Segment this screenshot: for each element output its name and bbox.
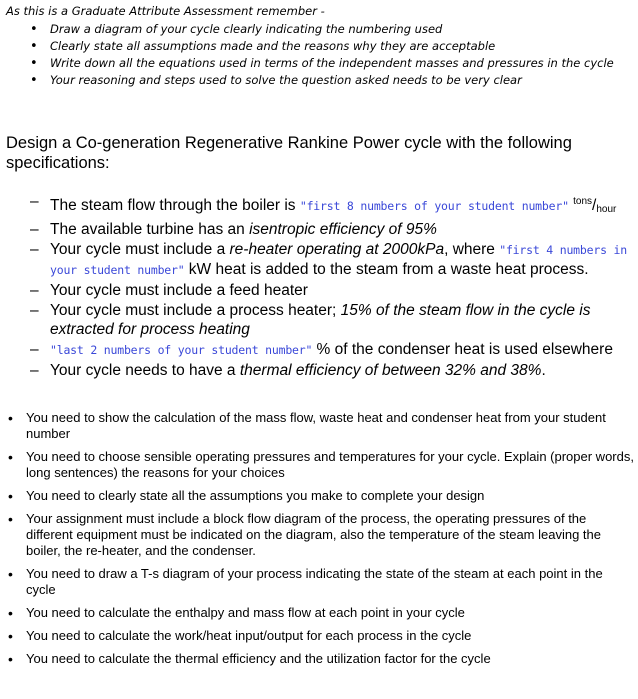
intro-bullet: • Your reasoning and steps used to solve the question asked needs to be very clear xyxy=(30,73,630,88)
intro-bullet: • Draw a diagram of your cycle clearly indicating the numbering used xyxy=(30,22,630,37)
requirement-item: • You need to clearly state all the assumptions you make to complete your design xyxy=(6,488,634,504)
spec-process-heater: – Your cycle must include a process heater; 15% of the steam flow in the cycle is extracted for process heating xyxy=(30,301,634,339)
spec-boiler-flow: – The steam flow through the boiler is "first 8 numbers of your student number" $^{tons}/_{hour}$ xyxy=(30,192,634,219)
requirements-list xyxy=(6,410,634,674)
spec-turbine: – The available turbine has an isentropic efficiency of 95% xyxy=(30,220,634,239)
intro-bullet: • Write down all the equations used in terms of the independent masses and pressures in the cycle xyxy=(30,56,630,71)
intro-bullet: • Clearly state all assumptions made and the reasons why they are acceptable xyxy=(30,39,630,54)
requirement-item: • You need to calculate the thermal efficiency and the utilization factor for the cycle xyxy=(6,651,634,667)
intro-bullet-list xyxy=(30,22,630,90)
spec-condenser-heat: – "last 2 numbers of your student number" % of the condenser heat is used elsewhere xyxy=(30,340,634,360)
requirement-item: • You need to show the calculation of the mass flow, waste heat and condenser heat from your student number xyxy=(6,410,634,442)
requirement-item: • You need to calculate the enthalpy and mass flow at each point in your cycle xyxy=(6,605,634,621)
student-number-placeholder: "first 4 numbers in your student number" xyxy=(50,243,627,277)
requirement-item: • You need to draw a T-s diagram of your process indicating the state of the steam at each point in the cycle xyxy=(6,566,634,598)
requirement-item: • You need to choose sensible operating pressures and temperatures for your cycle. Explain (proper words, long sentences) the reasons for your choices xyxy=(6,449,634,481)
requirement-item: • Your assignment must include a block flow diagram of the process, the operating pressures of the different equipment must be indicated on the diagram, also the temperature of the steam leaving the boiler, the re-heater, and the condenser. xyxy=(6,511,634,559)
student-number-placeholder: "last 2 numbers of your student number" xyxy=(50,343,313,357)
intro-title: As this is a Graduate Attribute Assessment remember - xyxy=(6,4,325,18)
spec-feed-heater: – Your cycle must include a feed heater xyxy=(30,281,634,300)
spec-list xyxy=(30,192,634,381)
spec-thermal-efficiency: – Your cycle needs to have a thermal efficiency of between 32% and 38%. xyxy=(30,361,634,380)
requirement-item: • You need to calculate the work/heat input/output for each process in the cycle xyxy=(6,628,634,644)
design-heading: Design a Co-generation Regenerative Rankine Power cycle with the following specifications: xyxy=(6,134,572,172)
spec-reheater: – Your cycle must include a re-heater operating at 2000kPa, where "first 4 numbers in your student number" kW heat is added to the steam from a waste heat process. xyxy=(30,240,634,280)
student-number-placeholder: "first 8 numbers of your student number" xyxy=(299,199,569,213)
